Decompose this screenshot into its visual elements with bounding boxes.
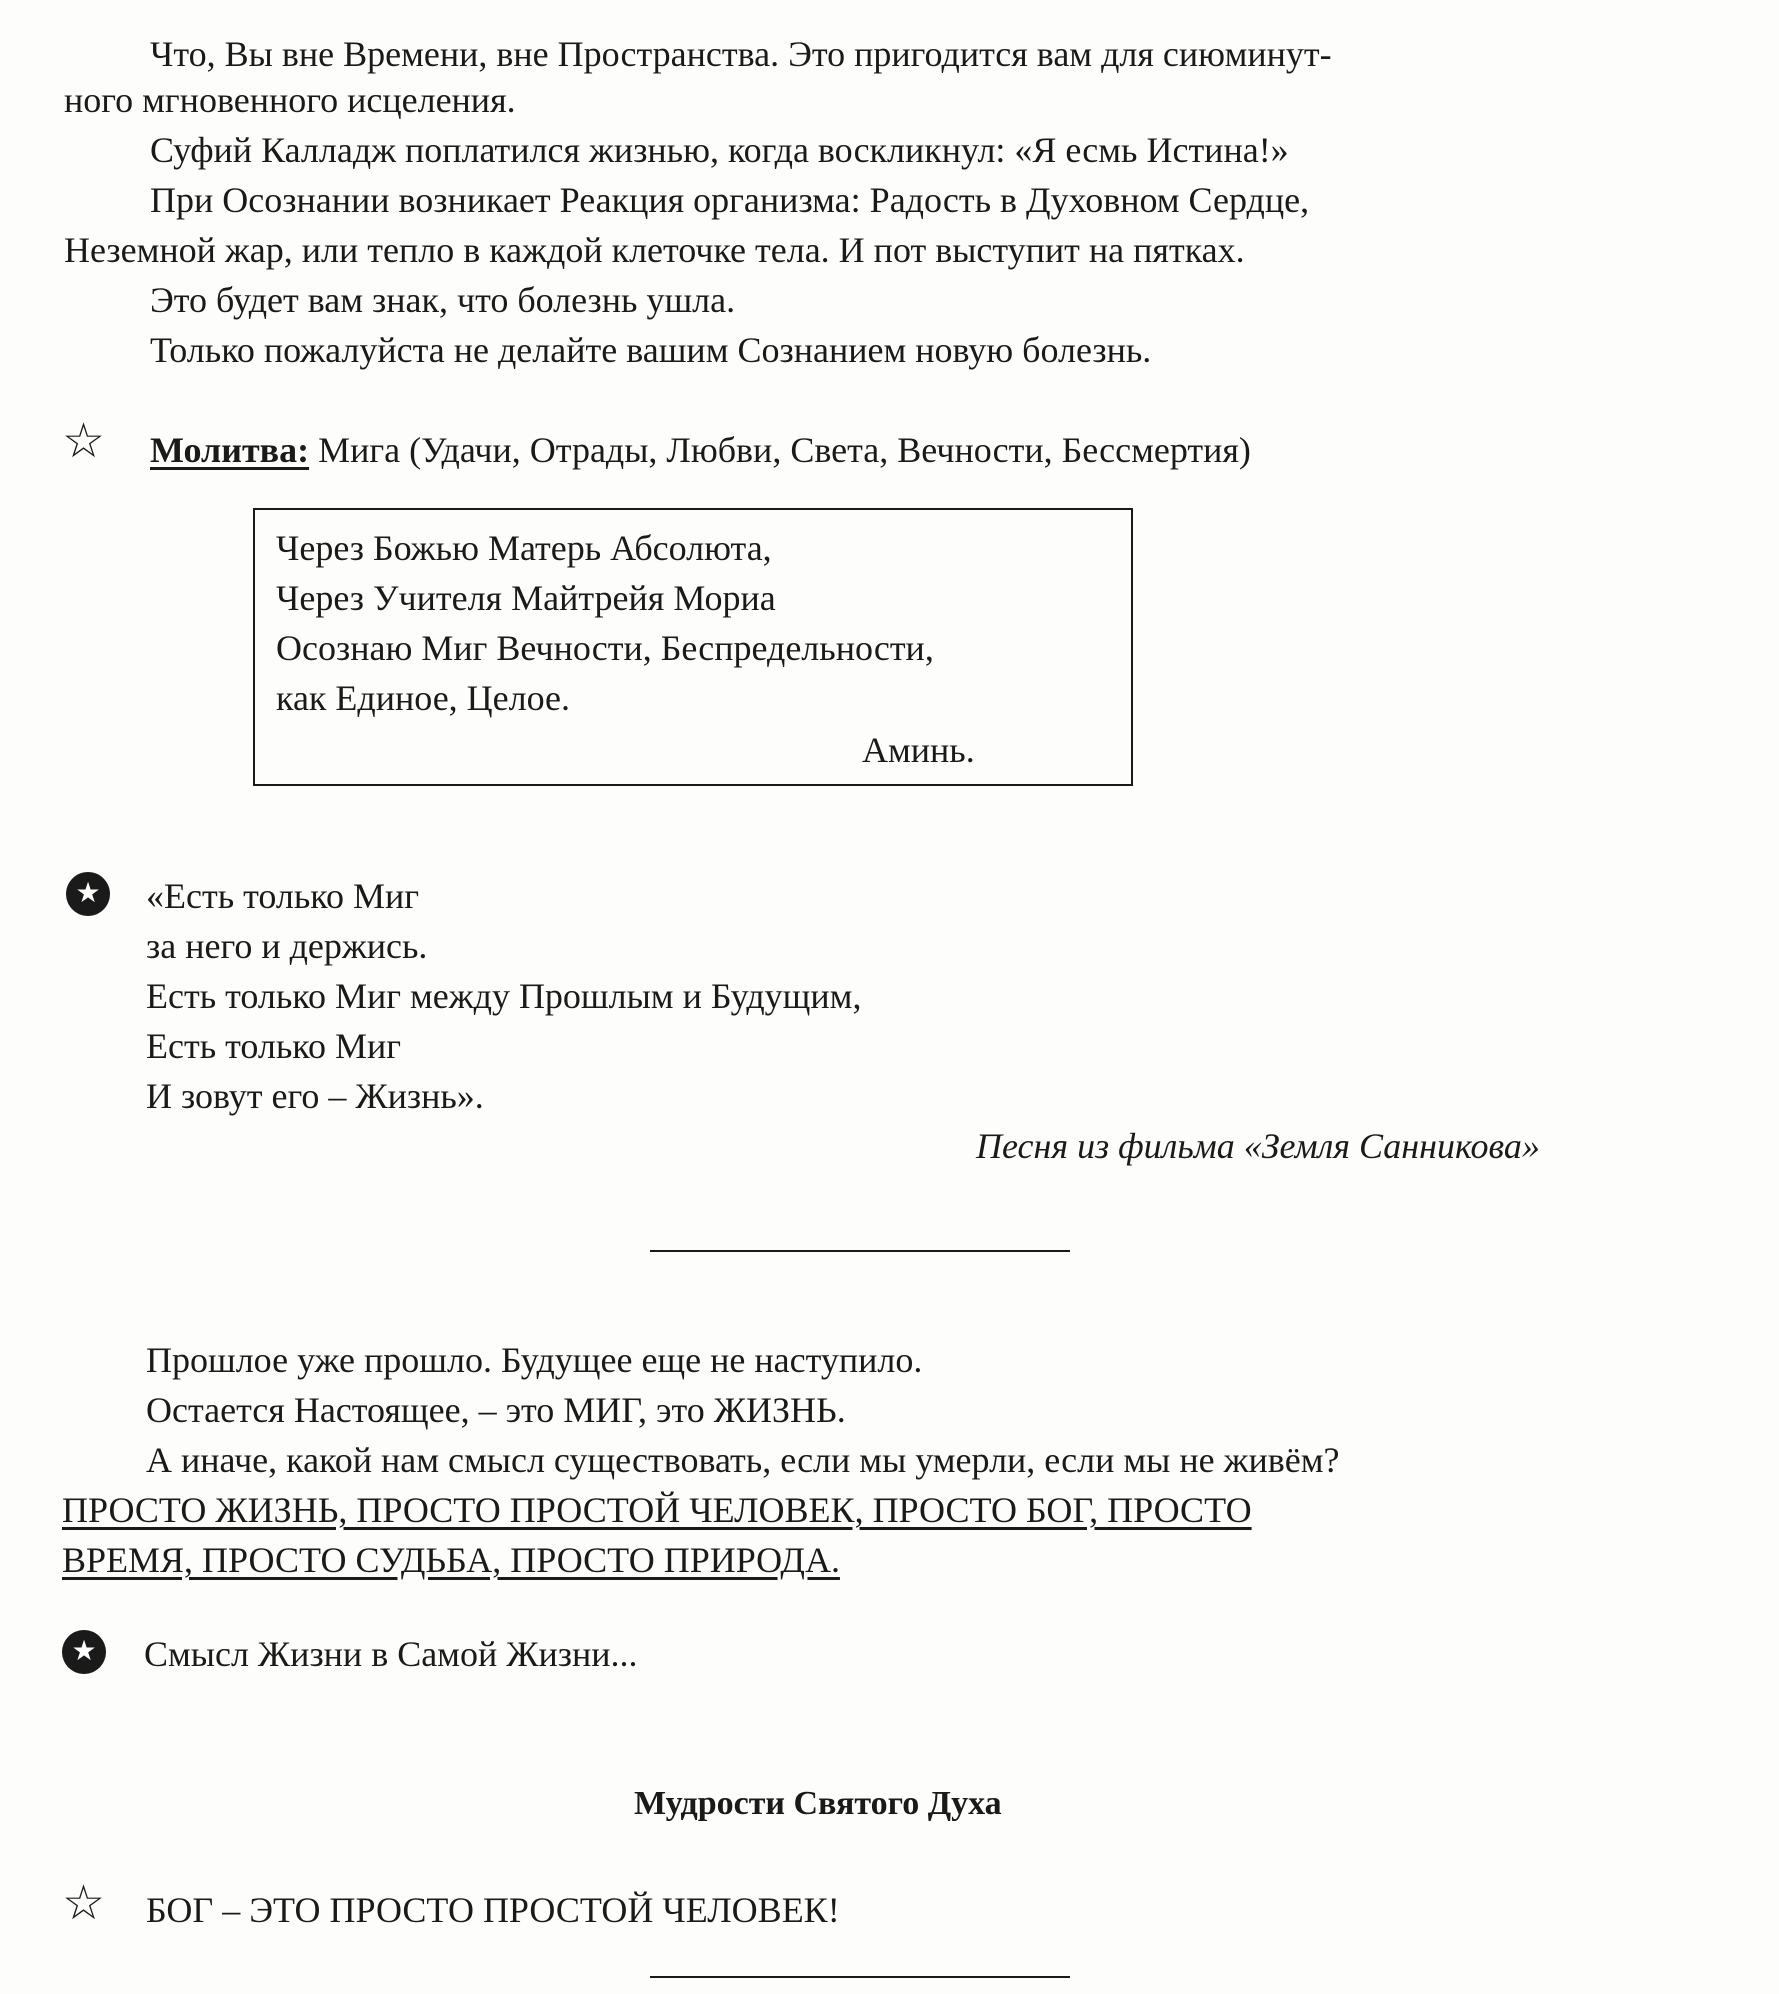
song-line-1: «Есть только Миг xyxy=(146,876,419,916)
intro-line-3: Суфий Калладж поплатился жизнью, когда воскликнул: «Я есмь Истина!» xyxy=(150,130,1289,170)
intro-line-2: ного мгновенного исцеления. xyxy=(64,80,516,120)
prayer-line-2: Через Учителя Майтрейя Мориа xyxy=(276,578,776,618)
intro-line-7: Только пожалуйста не делайте вашим Сознанием новую болезнь. xyxy=(150,330,1152,370)
song-line-3: Есть только Миг между Прошлым и Будущим, xyxy=(146,976,862,1016)
body-line-3: А иначе, какой нам смысл существовать, если мы умерли, если мы не живём? xyxy=(146,1440,1340,1480)
song-line-2: за него и держись. xyxy=(146,926,428,966)
song-source: Песня из фильма «Земля Санникова» xyxy=(976,1126,1540,1166)
prayer-title: Мига (Удачи, Отрады, Любви, Света, Вечности, Бессмертия) xyxy=(318,430,1251,470)
circled-star-icon: ★ xyxy=(62,1630,106,1674)
wisdom-statement: БОГ – ЭТО ПРОСТО ПРОСТОЙ ЧЕЛОВЕК! xyxy=(146,1890,840,1930)
prayer-amen: Аминь. xyxy=(862,730,975,770)
intro-line-6: Это будет вам знак, что болезнь ушла. xyxy=(150,280,736,320)
outline-star-icon: ☆ xyxy=(62,1877,106,1930)
intro-line-5: Неземной жар, или тепло в каждой клеточке тела. И пот выступит на пятках. xyxy=(64,230,1245,270)
body-line-1: Прошлое уже прошло. Будущее еще не наступило. xyxy=(146,1340,923,1380)
intro-line-1: Что, Вы вне Времени, вне Пространства. Это пригодится вам для сиюминут- xyxy=(150,34,1332,74)
song-line-5: И зовут его – Жизнь». xyxy=(146,1076,484,1116)
wisdom-heading: Мудрости Святого Духа xyxy=(634,1785,1002,1822)
song-line-4: Есть только Миг xyxy=(146,1026,401,1066)
prayer-line-3: Осознаю Миг Вечности, Беспредельности, xyxy=(276,628,934,668)
body-underlined-2: ВРЕМЯ, ПРОСТО СУДЬБА, ПРОСТО ПРИРОДА. xyxy=(62,1540,840,1580)
section-divider xyxy=(650,1250,1070,1252)
bottom-divider xyxy=(650,1976,1070,1978)
prayer-heading xyxy=(150,428,1251,472)
intro-line-4: При Осознании возникает Реакция организма: Радость в Духовном Сердце, xyxy=(150,180,1310,220)
prayer-line-1: Через Божью Матерь Абсолюта, xyxy=(276,528,772,568)
prayer-line-4: как Единое, Целое. xyxy=(276,678,571,718)
prayer-label: Молитва: xyxy=(150,430,310,470)
body-underlined-1: ПРОСТО ЖИЗНЬ, ПРОСТО ПРОСТОЙ ЧЕЛОВЕК, ПРОСТО БОГ, ПРОСТО xyxy=(62,1490,1252,1530)
meaning-line: Смысл Жизни в Самой Жизни... xyxy=(144,1634,638,1674)
body-line-2: Остается Настоящее, – это МИГ, это ЖИЗНЬ. xyxy=(146,1390,846,1430)
circled-star-icon: ★ xyxy=(66,872,110,916)
outline-star-icon: ☆ xyxy=(62,415,106,468)
